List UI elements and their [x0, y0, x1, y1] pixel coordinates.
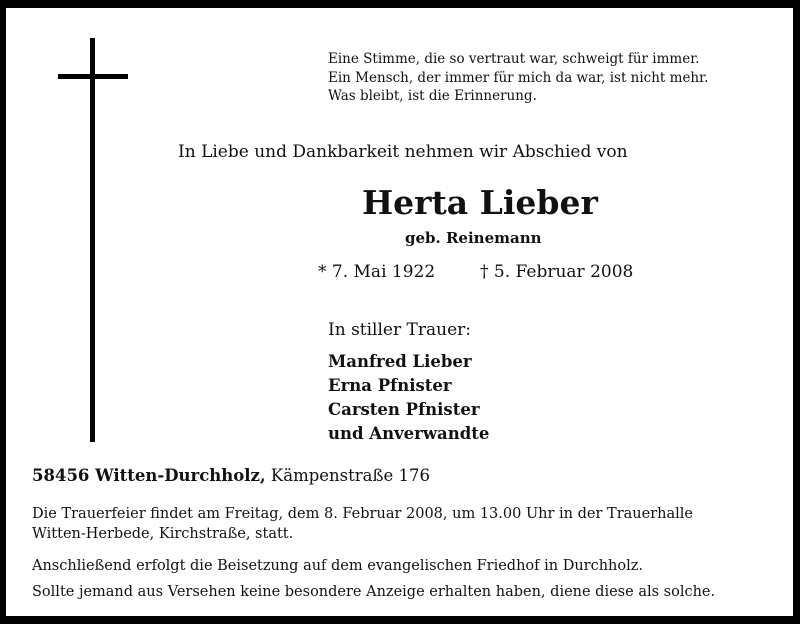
mourner-name: Carsten Pfnister: [328, 400, 480, 419]
maiden-name: geb. Reinemann: [405, 229, 542, 247]
poem-line: Eine Stimme, die so vertraut war, schweigt für immer.: [328, 51, 700, 67]
birth-date: * 7. Mai 1922: [318, 262, 436, 282]
farewell-intro: In Liebe und Dankbarkeit nehmen wir Abschied von: [178, 142, 628, 162]
cross-horizontal-bar: [58, 74, 128, 79]
mourner-name: Manfred Lieber: [328, 352, 472, 371]
death-date: † 5. Februar 2008: [480, 262, 634, 282]
mourning-label: In stiller Trauer:: [328, 320, 471, 340]
burial-notice: Anschließend erfolgt die Beisetzung auf dem evangelischen Friedhof in Durchholz.: [32, 558, 644, 574]
family-address: [32, 466, 430, 485]
cross-vertical-bar: [90, 38, 95, 442]
poem: [328, 50, 708, 106]
address-city: 58456 Witten-Durchholz,: [32, 466, 266, 485]
general-notice: Sollte jemand aus Versehen keine besondere Anzeige erhalten haben, diene diese als solche.: [32, 584, 716, 600]
deceased-name: Herta Lieber: [362, 183, 598, 222]
poem-line: Ein Mensch, der immer für mich da war, ist nicht mehr.: [328, 69, 709, 86]
poem-line: Was bleibt, ist die Erinnerung.: [328, 88, 537, 104]
funeral-service-notice: [32, 504, 693, 544]
funeral-line: Die Trauerfeier findet am Freitag, dem 8. Februar 2008, um 13.00 Uhr in der Trauerhalle: [32, 506, 693, 522]
mourner-name: und Anverwandte: [328, 424, 490, 443]
mourner-name: Erna Pfnister: [328, 376, 452, 395]
address-street: Kämpenstraße 176: [270, 466, 431, 485]
funeral-line: Witten-Herbede, Kirchstraße, statt.: [32, 526, 294, 542]
mourners-list: [328, 350, 489, 446]
